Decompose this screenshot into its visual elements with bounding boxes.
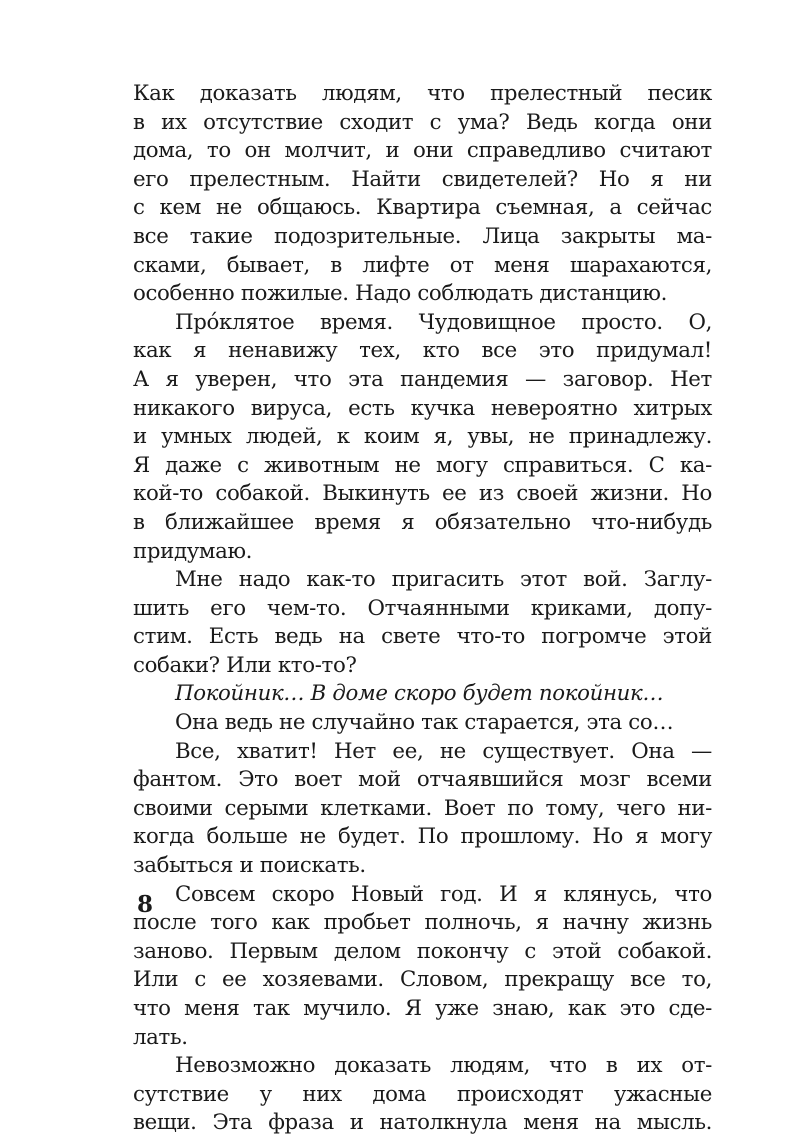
text-line: Прóклятое время. Чудовищное просто. О, [175, 309, 712, 335]
body-text [133, 80, 712, 1138]
text-line: Совсем скоро Новый год. И я клянусь, что [175, 881, 712, 907]
text-line: в их отсутствие сходит с ума? Ведь когда они [133, 109, 712, 135]
text-line: собаки? Или кто-то? [133, 652, 357, 678]
text-line: Все, хватит! Нет ее, не существует. Она — [175, 738, 712, 764]
text-line: стим. Есть ведь на свете что-то погромче этой [133, 624, 712, 650]
page-number: 8 [137, 891, 154, 918]
text-line: Я даже с животным не могу справиться. С ка- [133, 452, 712, 478]
text-line: как я ненавижу тех, кто все это придумал! [133, 338, 712, 364]
text-line: Как доказать людям, что прелестный песик [133, 81, 712, 106]
text-line: Она ведь не случайно так старается, эта со… [175, 710, 674, 736]
text-line: А я уверен, что эта пандемия — заговор. Нет [133, 366, 712, 392]
text-line: с кем не общаюсь. Квартира съемная, а сейчас [133, 195, 712, 221]
text-line: сутствие у них дома происходят ужасные [133, 1081, 712, 1107]
text-line: его прелестным. Найти свидетелей? Но я ни [133, 166, 712, 192]
text-line: все такие подозрительные. Лица закрыты ма- [133, 223, 712, 249]
text-line: когда больше не будет. По прошлому. Но я могу [133, 824, 712, 850]
text-line: никакого вируса, есть кучка невероятно хитрых [133, 395, 712, 421]
text-line: и умных людей, к коим я, увы, не принадлежу. [133, 424, 712, 450]
text-line: Мне надо как-то пригасить этот вой. Заглу- [175, 567, 712, 593]
text-line: после того как пробьет полночь, я начну жизнь [133, 910, 712, 936]
text-line: лать. [133, 1024, 188, 1050]
text-line: Или с ее хозяевами. Словом, прекращу все то, [133, 967, 712, 993]
text-line: дома, то он молчит, и они справедливо считают [133, 138, 712, 164]
text-line: в ближайшее время я обязательно что-нибудь [133, 509, 712, 535]
text-line: Невозможно доказать людям, что в их от- [175, 1053, 712, 1079]
text-line: заново. Первым делом покончу с этой собакой. [133, 938, 712, 964]
text-line: фантом. Это воет мой отчаявшийся мозг всеми [133, 767, 712, 793]
text-line: кой-то собакой. Выкинуть ее из своей жизни. Но [133, 481, 712, 507]
text-line: придумаю. [133, 538, 253, 564]
text-line: особенно пожилые. Надо соблюдать дистанцию. [133, 281, 668, 307]
text-line: вещи. Эта фраза и натолкнула меня на мысль. [133, 1110, 712, 1136]
text-line: своими серыми клетками. Воет по тому, чего ни- [133, 795, 712, 821]
text-line-italic: Покойник… В доме скоро будет покойник… [175, 681, 664, 707]
text-line: сками, бывает, в лифте от меня шарахаются, [133, 252, 712, 278]
text-line: что меня так мучило. Я уже знаю, как это сде- [133, 996, 712, 1021]
text-line: шить его чем-то. Отчаянными криками, допу- [133, 595, 712, 621]
text-line: забыться и поискать. [133, 853, 366, 879]
